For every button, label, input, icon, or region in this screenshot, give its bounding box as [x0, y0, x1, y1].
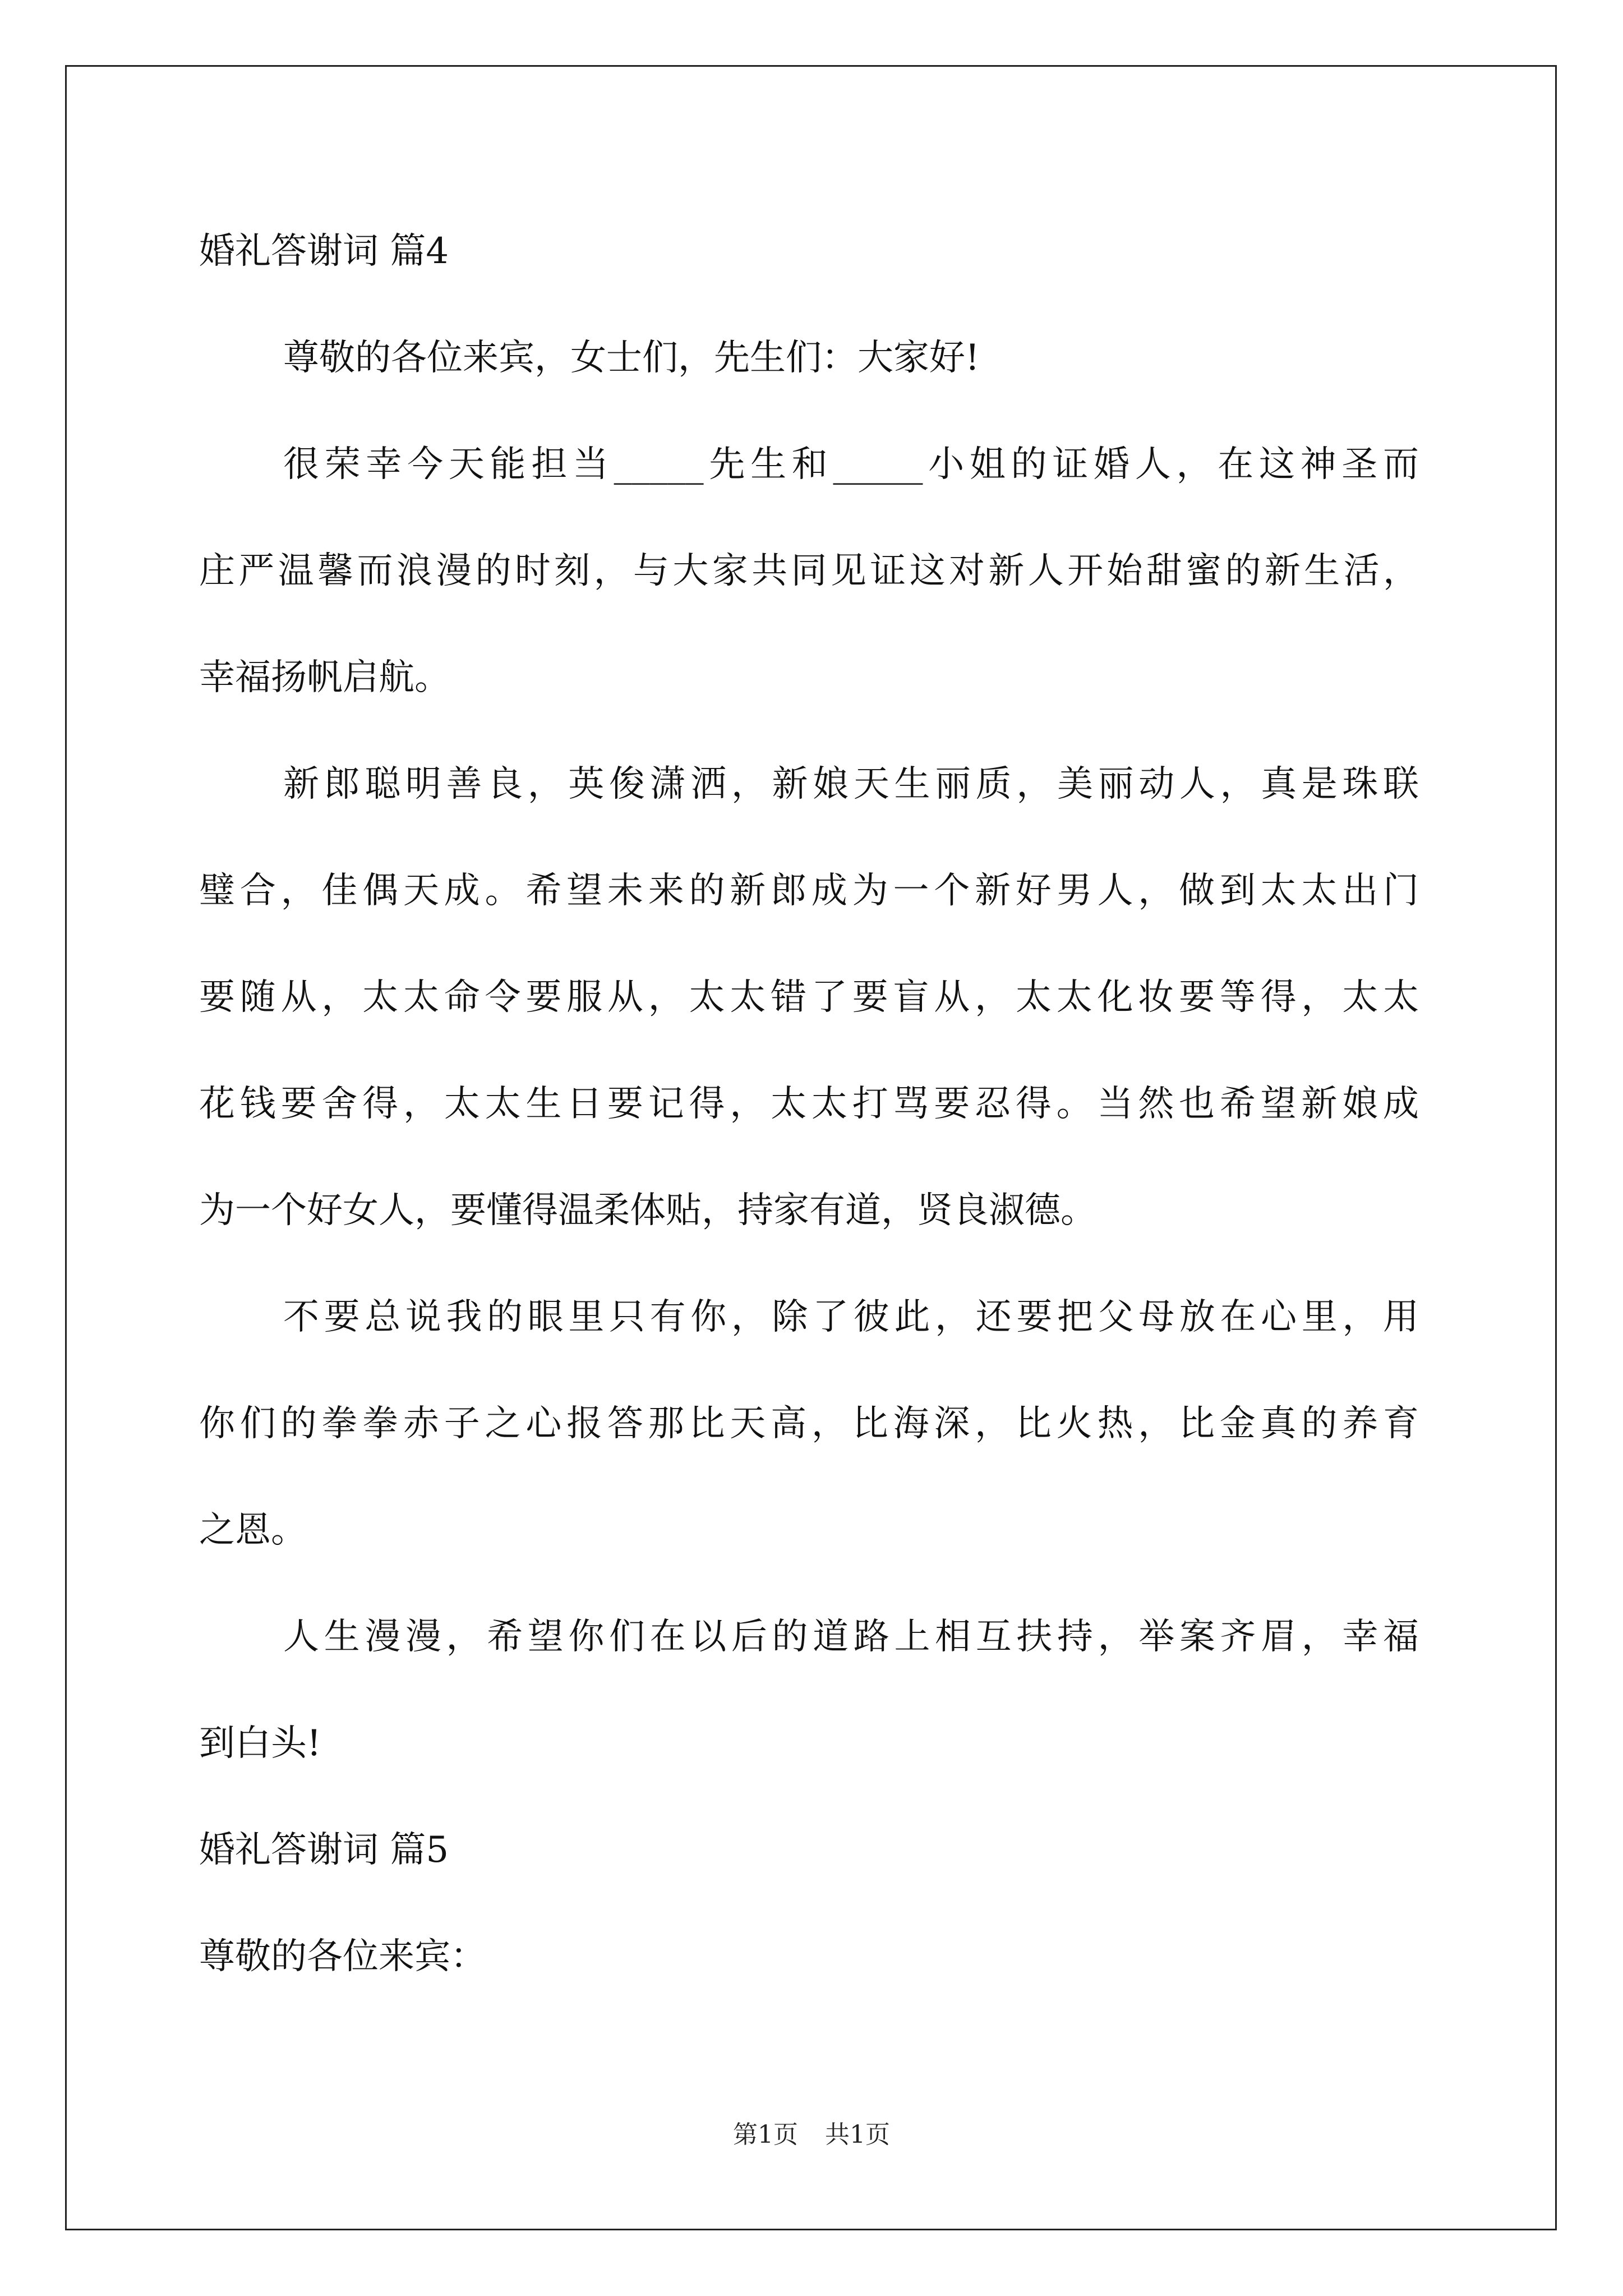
paragraph-line: 尊敬的各位来宾： [199, 1936, 486, 1977]
paragraph-line: 花钱要舍得，太太生日要记得，太太打骂要忍得。当然也希望新娘成 [199, 1083, 1419, 1125]
page-footer [0, 2119, 1623, 2151]
page-number-total: 共1页 [825, 2120, 890, 2149]
section-heading-4: 婚礼答谢词 篇4 [199, 231, 449, 272]
paragraph-line: 幸福扬帆启航。 [199, 657, 450, 698]
paragraph-line: 新郎聪明善良，英俊潇洒，新娘天生丽质，美丽动人，真是珠联 [283, 763, 1419, 805]
page-border [65, 65, 1557, 2230]
paragraph-line: 之恩。 [199, 1510, 307, 1551]
page-number-current: 第1页 [733, 2120, 798, 2149]
paragraph-line: 庄严温馨而浪漫的时刻，与大家共同见证这对新人开始甜蜜的新生活， [199, 550, 1419, 592]
paragraph-line: 到白头! [199, 1723, 321, 1764]
paragraph-line: 尊敬的各位来宾，女士们，先生们：大家好! [283, 337, 980, 379]
paragraph-line: 很荣幸今天能担当_____先生和_____小姐的证婚人，在这神圣而 [283, 444, 1419, 485]
paragraph-line: 璧合，佳偶天成。希望未来的新郎成为一个新好男人，做到太太出门 [199, 870, 1419, 912]
paragraph-line: 人生漫漫，希望你们在以后的道路上相互扶持，举案齐眉，幸福 [283, 1616, 1419, 1658]
paragraph-line: 你们的拳拳赤子之心报答那比天高，比海深，比火热，比金真的养育 [199, 1403, 1419, 1444]
section-heading-5: 婚礼答谢词 篇5 [199, 1829, 449, 1871]
paragraph-line: 不要总说我的眼里只有你，除了彼此，还要把父母放在心里，用 [283, 1296, 1419, 1338]
paragraph-line: 要随从，太太命令要服从，太太错了要盲从，太太化妆要等得，太太 [199, 977, 1419, 1018]
paragraph-line: 为一个好女人，要懂得温柔体贴，持家有道，贤良淑德。 [199, 1190, 1096, 1231]
